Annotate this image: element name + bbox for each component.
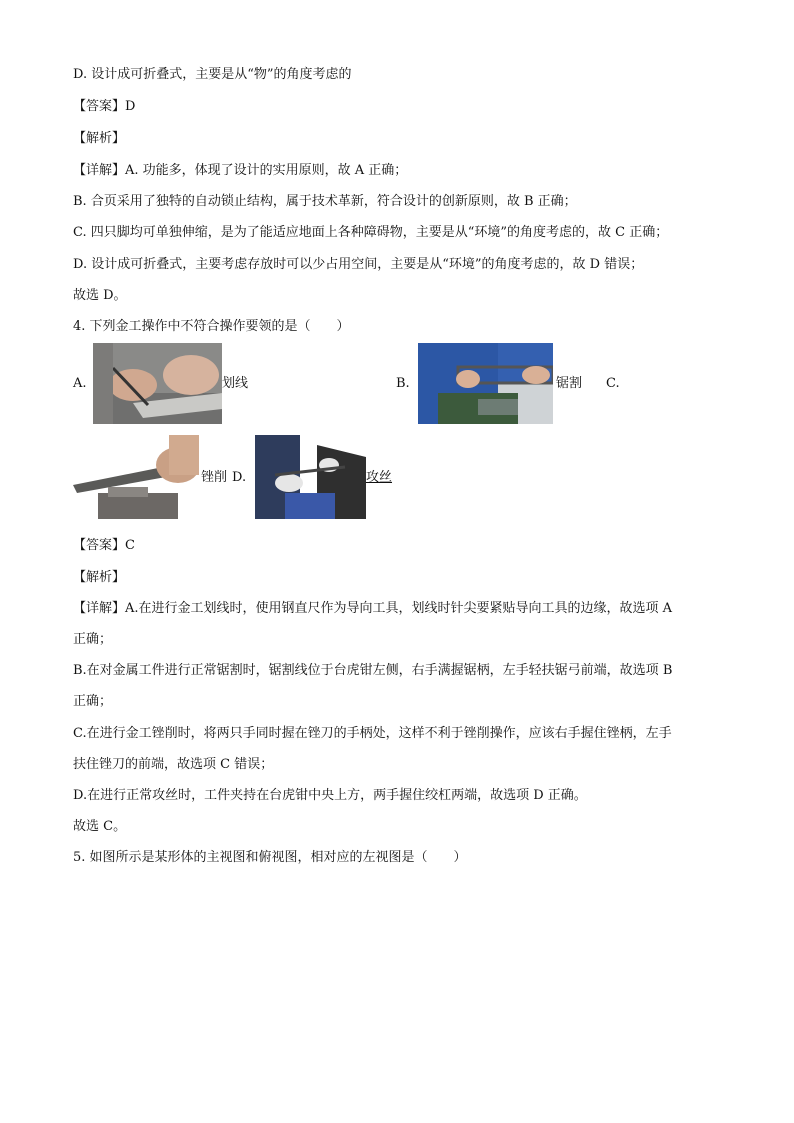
option-d-text: 攻丝: [366, 470, 393, 485]
option-d-text: D. 设计成可折叠式，主要是从“物”的角度考虑的: [73, 67, 352, 82]
q4-detail-c2: 扶住锉刀的前端，故选项 C 错误；: [73, 757, 274, 772]
q4-detail-c1: C.在进行金工锉削时，将两只手同时握在锉刀的手柄处，这样不利于锉削操作，应该右手握住锉柄，左手: [73, 726, 672, 741]
filing-photo: [73, 435, 199, 519]
q4-detail-d: D.在进行正常攻丝时，工件夹持在台虎钳中央上方，两手握住绞杠两端，故选项 D 正确。: [73, 788, 587, 803]
detail-c: C. 四只脚均可单独伸缩，是为了能适应地面上各种障碍物，主要是从“环境”的角度考虑的，故 C 正确；: [73, 225, 669, 240]
tapping-photo: [255, 435, 366, 519]
question-4-stem: 4. 下列金工操作中不符合操作要领的是（ ）: [73, 319, 350, 334]
option-c-text: 锉削: [201, 470, 228, 485]
option-a-text: 划线: [222, 376, 249, 391]
q4-answer: 【答案】C: [73, 538, 135, 553]
marking-photo: [93, 343, 222, 424]
detail-d: D. 设计成可折叠式，主要考虑存放时可以少占用空间，主要是从“环境”的角度考虑的，故 D 错误；: [73, 257, 644, 272]
answer-label: 【答案】D: [73, 99, 136, 114]
q4-detail-b2: 正确；: [73, 694, 113, 709]
option-d-label: D.: [232, 470, 247, 485]
q4-detail-a2: 正确；: [73, 632, 113, 647]
question-5-stem: 5. 如图所示是某形体的主视图和俯视图，相对应的左视图是（ ）: [73, 850, 467, 865]
sawing-photo: [418, 343, 553, 424]
q4-detail-a1: 【详解】A.在进行金工划线时，使用钢直尺作为导向工具，划线时针尖要紧贴导向工具的边缘，故选项 A: [73, 601, 673, 616]
option-b-label: B.: [396, 376, 410, 391]
analysis-label: 【解析】: [73, 131, 126, 146]
detail-a: 【详解】A. 功能多，体现了设计的实用原则，故 A 正确；: [73, 163, 408, 178]
q4-detail-b1: B.在对金属工件进行正常锯割时，锯割线位于台虎钳左侧，右手满握锯柄，左手轻扶锯弓前端，故选项 B: [73, 663, 673, 678]
q4-choose: 故选 C。: [73, 819, 127, 834]
option-a-label: A.: [73, 376, 87, 391]
option-b-text: 锯割: [556, 376, 583, 391]
option-c-label: C.: [606, 376, 620, 391]
choose-statement: 故选 D。: [73, 288, 127, 303]
detail-b: B. 合页采用了独特的自动锁止结构，属于技术革新，符合设计的创新原则，故 B 正确；: [73, 194, 577, 209]
q4-analysis: 【解析】: [73, 570, 126, 585]
